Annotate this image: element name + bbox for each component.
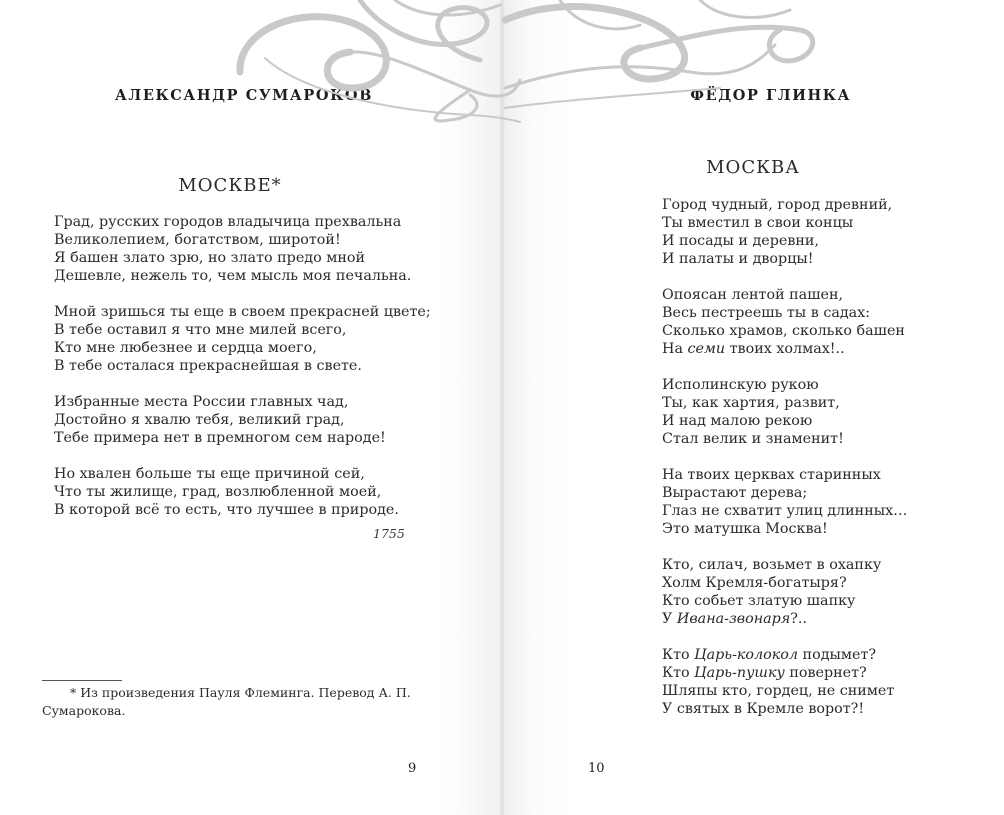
poem-line: Кто мне любезнее и сердца моего, (54, 340, 317, 356)
poem-line: Но хвален больше ты еще причиной сей, (54, 466, 365, 482)
poem-line: Шляпы кто, гордец, не снимет (662, 683, 895, 699)
poem-line: И посады и деревни, (662, 233, 820, 249)
poem-line: Город чудный, город древний, (662, 197, 893, 213)
poem-line: Великолепием, богатством, широтой! (54, 232, 341, 248)
stanza (54, 303, 431, 375)
italic-text: Царь-пушку (694, 665, 785, 681)
poem-date: 1755 (373, 526, 405, 541)
stanza (662, 376, 907, 448)
poem-line: У святых в Кремле ворот?! (662, 701, 865, 717)
line-text: повернет? (784, 665, 867, 681)
stanza (662, 556, 907, 628)
poem-line: Достойно я хвалю тебя, великий град, (54, 412, 345, 428)
footnote-divider (42, 680, 122, 681)
poem-left (54, 213, 431, 537)
poem-line: Ты вместил в свои концы (662, 215, 854, 231)
poem-line: Холм Кремля-богатыря? (662, 575, 847, 591)
poem-line: И над малою рекою (662, 413, 813, 429)
italic-text: Царь-колокол (694, 647, 799, 663)
line-text: ?.. (790, 611, 808, 627)
stanza (662, 196, 907, 268)
poem-line: На твоих церквах старинных (662, 467, 881, 483)
poem-line: Мной зришься ты еще в своем прекрасней цвете; (54, 304, 431, 320)
poem-line: Сколько храмов, сколько башен (662, 323, 905, 339)
line-text: У (662, 611, 677, 627)
poem-line: В тебе оставил я что мне милей всего, (54, 322, 347, 338)
poem-line: Ты, как хартия, развит, (662, 395, 840, 411)
stanza (662, 646, 907, 718)
author-heading-left: АЛЕКСАНДР СУМАРОКОВ (115, 87, 373, 104)
footnote: * Из произведения Пауля Флеминга. Перевод А. П. Сумарокова. (42, 685, 411, 718)
poem-line: Дешевле, нежель то, чем мысль моя печальна. (54, 268, 412, 284)
stanza (54, 213, 431, 285)
poem-line (662, 646, 907, 664)
poem-line: Весь пестреешь ты в садах: (662, 305, 871, 321)
stanza (54, 465, 431, 519)
poem-right (662, 196, 907, 736)
poem-line (662, 340, 907, 358)
line-text: твоих холмах!.. (725, 341, 845, 357)
poem-line: В которой всё то есть, что лучшее в природе. (54, 502, 399, 518)
italic-text: семи (687, 341, 726, 357)
poem-line: Избранные места России главных чад, (54, 394, 349, 410)
poem-line: Стал велик и знаменит! (662, 431, 844, 447)
poem-line: Кто, силач, возьмет в охапку (662, 557, 882, 573)
page-number-right: 10 (588, 761, 605, 776)
poem-title-left: МОСКВЕ* (178, 175, 282, 196)
poem-line: Кто собьет златую шапку (662, 593, 856, 609)
author-heading-right: ФЁДОР ГЛИНКА (690, 87, 851, 104)
stanza (54, 393, 431, 447)
book-gutter (499, 0, 505, 815)
poem-line: Град, русских городов владычица прехвальна (54, 214, 402, 230)
page-number-left: 9 (408, 761, 417, 776)
poem-line: Я башен злато зрю, но злато предо мной (54, 250, 366, 266)
poem-line: В тебе осталася прекраснейшая в свете. (54, 358, 362, 374)
stanza (662, 286, 907, 358)
stanza (662, 466, 907, 538)
poem-line (662, 664, 907, 682)
poem-title-right: МОСКВА (706, 157, 800, 178)
poem-line: Опоясан лентой пашен, (662, 287, 844, 303)
poem-line: Что ты жилище, град, возлюбленной моей, (54, 484, 382, 500)
poem-line: Исполинскую рукою (662, 377, 819, 393)
line-text: На (662, 341, 688, 357)
line-text: Кто (662, 647, 695, 663)
poem-line: Вырастают дерева; (662, 485, 808, 501)
line-text: подымет? (798, 647, 877, 663)
poem-line: И палаты и дворцы! (662, 251, 814, 267)
line-text: Кто (662, 665, 695, 681)
poem-line: Это матушка Москва! (662, 521, 828, 537)
italic-text: Ивана-звонаря (676, 611, 791, 627)
right-page (502, 0, 1004, 815)
poem-line: Глаз не схватит улиц длинных… (662, 503, 908, 519)
poem-line: Тебе примера нет в премногом сем народе! (54, 430, 386, 446)
poem-line (662, 610, 907, 628)
